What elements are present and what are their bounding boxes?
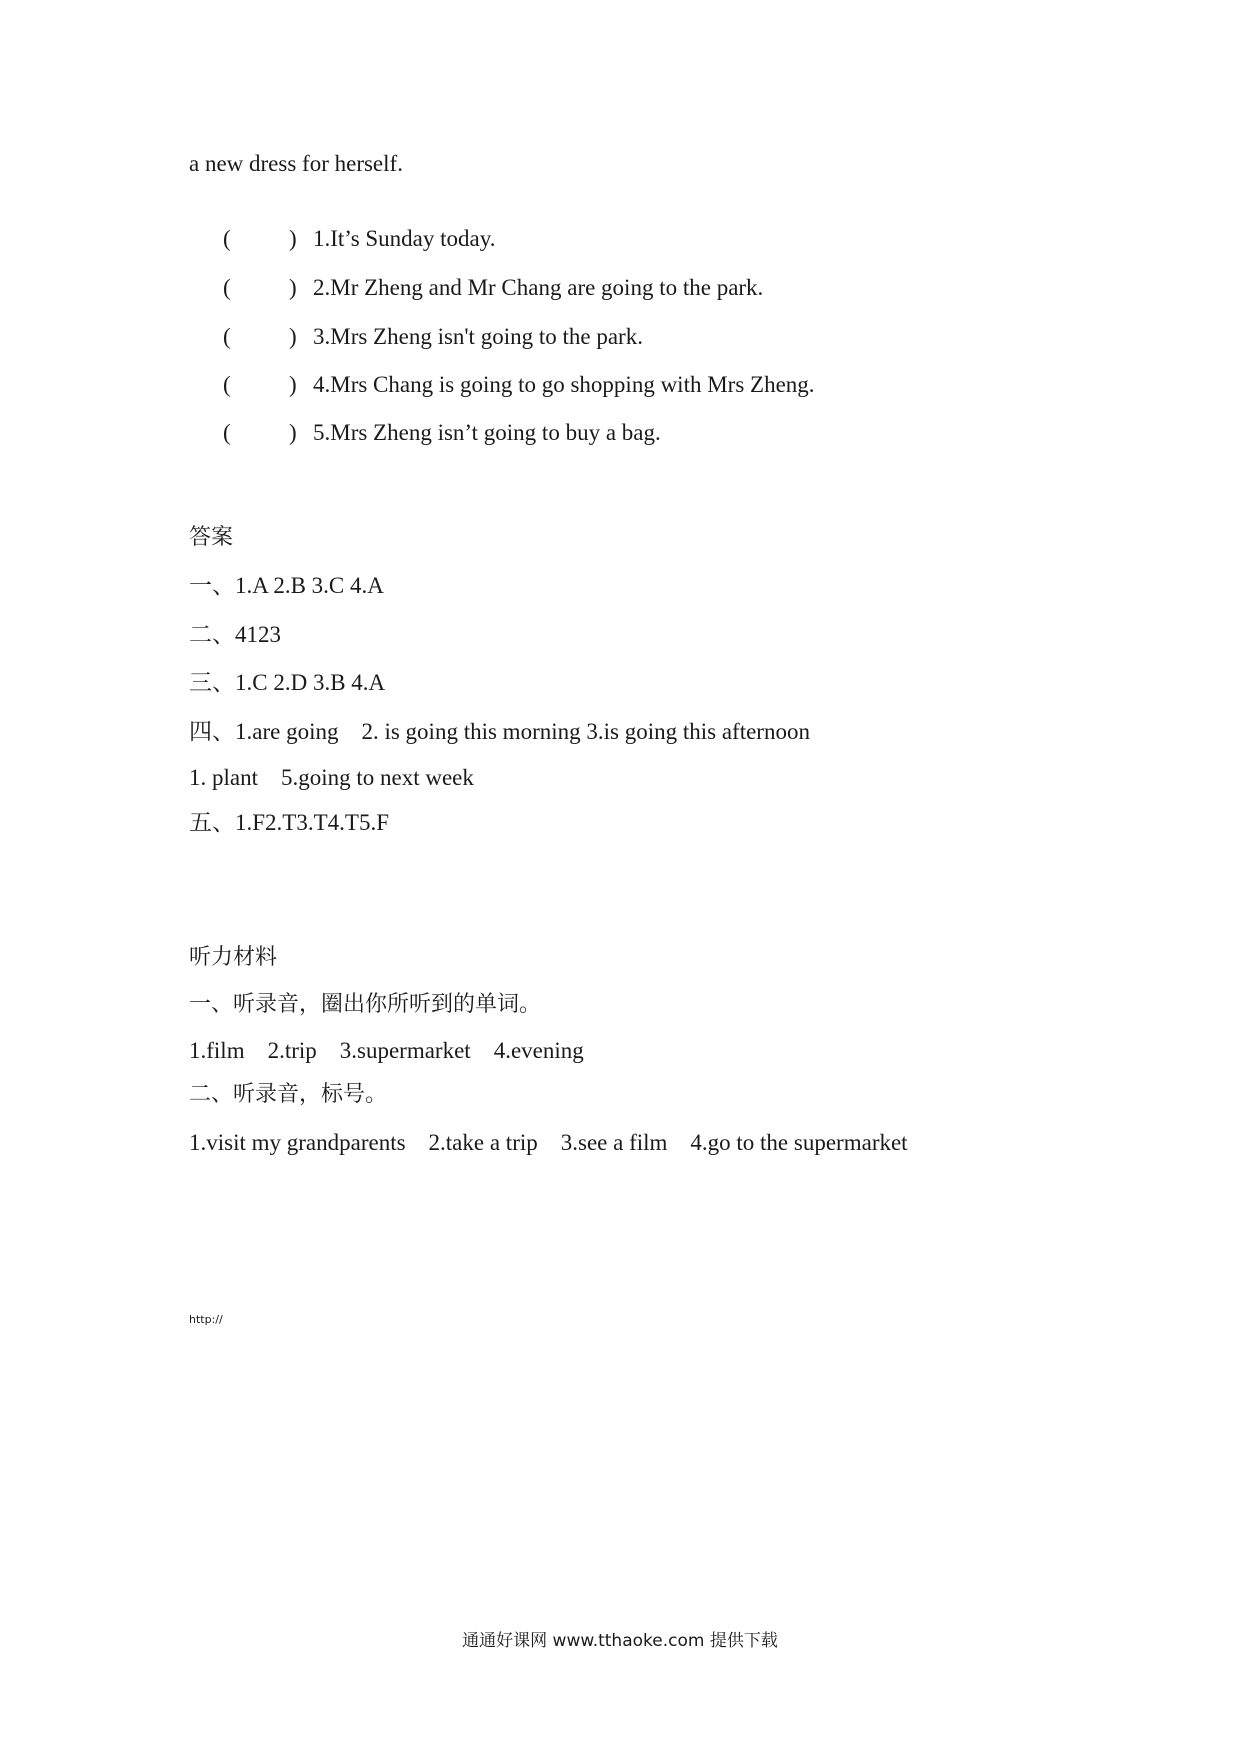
listening-section-title: 一、听录音，圈出你所听到的单词。	[189, 992, 542, 1017]
statement-text: 5.Mrs Zheng isn’t going to buy a bag.	[313, 420, 661, 445]
statement-text: 4.Mrs Chang is going to go shopping with Mrs Zheng.	[313, 372, 815, 397]
reading-continuation: a new dress for herself.	[189, 151, 403, 176]
answer-blank: ( )	[223, 324, 297, 349]
answer-line: 二、4123	[189, 622, 281, 647]
listening-items: 1.visit my grandparents 2.take a trip 3.see a film 4.go to the supermarket	[189, 1130, 908, 1155]
answer-line: 三、1.C 2.D 3.B 4.A	[189, 670, 386, 695]
page-footer: 通通好课网 www.tthaoke.com 提供下载	[462, 1631, 778, 1651]
answer-line: 一、1.A 2.B 3.C 4.A	[189, 573, 384, 598]
listening-words: 1.film 2.trip 3.supermarket 4.evening	[189, 1038, 584, 1063]
answer-blank: ( )	[223, 372, 297, 397]
answer-blank: ( )	[223, 226, 297, 251]
url-text: http://	[189, 1313, 223, 1326]
statement-text: 1.It’s Sunday today.	[313, 226, 496, 251]
listening-section-title: 二、听录音，标号。	[189, 1082, 388, 1107]
answer-line: 四、1.are going 2. is going this morning 3.is going this afternoon	[189, 719, 810, 744]
answer-blank: ( )	[223, 420, 297, 445]
listening-heading: 听力材料	[189, 945, 278, 970]
statement-text: 2.Mr Zheng and Mr Chang are going to the park.	[313, 275, 764, 300]
answer-line: 五、1.F2.T3.T4.T5.F	[189, 810, 389, 835]
statement-text: 3.Mrs Zheng isn't going to the park.	[313, 324, 643, 349]
answer-line: 1. plant 5.going to next week	[189, 765, 474, 790]
answers-heading: 答案	[189, 525, 234, 550]
answer-blank: ( )	[223, 275, 297, 300]
true-false-statement	[200, 388, 661, 478]
